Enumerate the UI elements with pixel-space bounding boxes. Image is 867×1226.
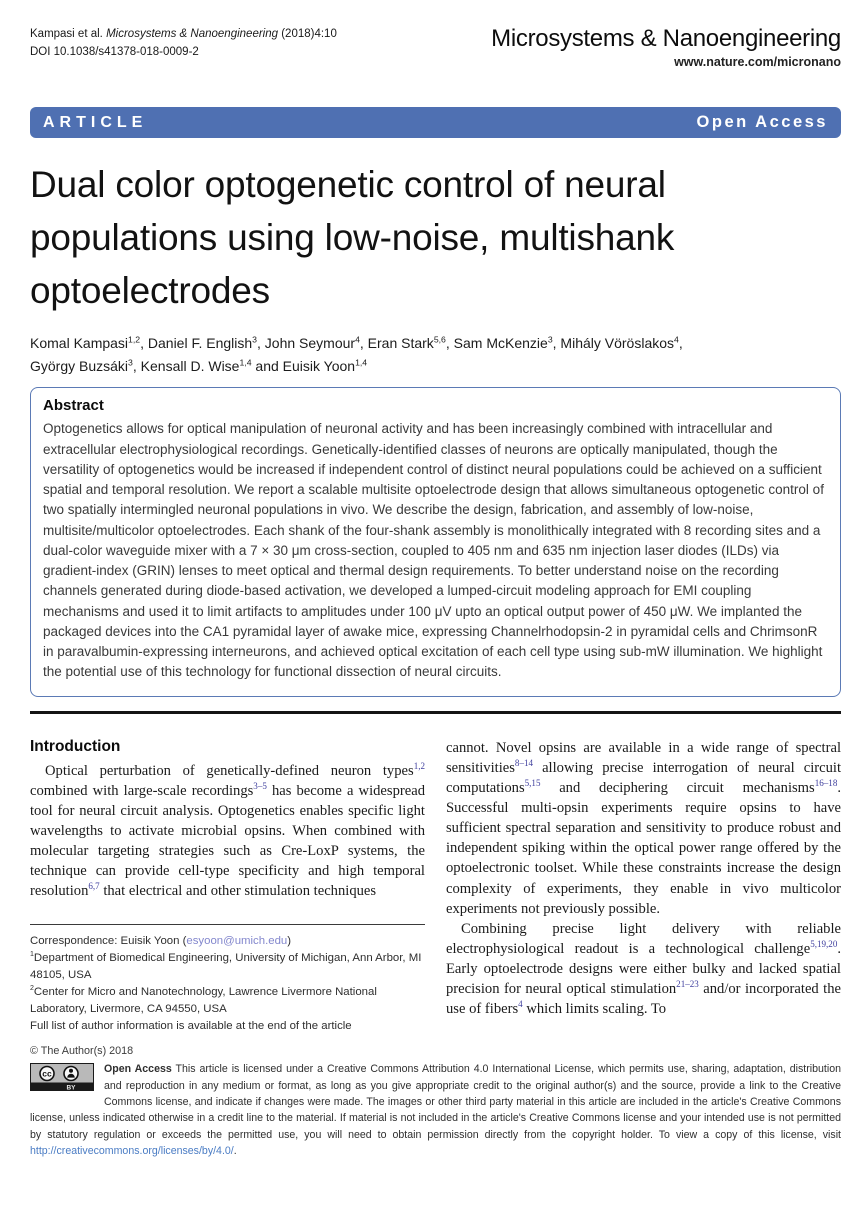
body-columns [30,738,841,1036]
reference-superscript[interactable]: 6,7 [88,881,100,892]
doi-line: DOI 10.1038/s41378-018-0009-2 [30,45,199,58]
citation-line: Kampasi et al. Microsystems & Nanoengineering (2018)4:10 [30,28,337,40]
reference-superscript[interactable]: 21–23 [676,979,699,990]
hyperlink[interactable]: http://creativecommons.org/licenses/by/4.0/ [30,1145,234,1158]
cc-by-badge [30,1063,94,1096]
reference-superscript[interactable]: 3–5 [253,780,267,791]
abstract-heading: Abstract [43,397,104,415]
left-column [30,738,425,1036]
journal-masthead [491,26,841,69]
introduction-paragraph-1-continued: cannot. Novel opsins are available in a wide range of spectral sensitivities$^{8-14}$ allowing precise interrogation of neural circuit computations$^{5,15}$ and deciphering circuit mechanisms$^{16-18}$. Successful multi-opsin experiments require opsins to have sufficient spectral separation and sensitivity to produce robust and independent spiking within the optical power range offered by the optoelectronic toolset. While these constraints increase the design complexity of experiments, they enable in vivo multicolor experiments not previously possible. [446,739,841,917]
reference-superscript[interactable]: 5,15 [524,778,541,789]
author-list [30,332,841,377]
abstract-text: Optogenetics allows for optical manipulation of neuronal activity and has been increasingly combined with intracellular and extracellular electrophysiological recordings. Genetically-identified classes of neurons are optically manipulated, though the versatility of optogenetics would be increased if independent control of distinct neural populations could be achieved on a sufficient spatial and temporal resolution. We report a scalable multisite optoelectrode design that allows simultaneous optogenetic control of two spatially intermingled neuronal populations in vivo. We describe the design, fabrication, and assembly of low-noise, multisite/multicolor optoelectrodes. Each shank of the four-shank assembly is monolithically integrated with 8 recording sites and a dual-color waveguide mixer with a 7 × 30 μm cross-section, coupled to 405 nm and 635 nm injection laser diodes (ILDs) via gradient-index (GRIN) lenses to meet optical and thermal design requirements. To better understand noise on the recording channels generated during diode-based activation, we developed a lumped-circuit modeling approach for EMI coupling mechanisms and used it to limit artifacts to amplitudes under 100 μV upto an optical output power of 450 μW. We implanted the packaged devices into the CA1 pyramidal layer of awake mice, expressing Channelrhodopsin-2 in pyramidal cells and ChrimsonR in paravalbumin-expressing interneurons, and achieved optical excitation of each cell type using sub-mW illumination. We highlight the potential use of this technology for functional dissection of neural circuits. [43,421,824,680]
right-column [446,738,841,1036]
open-access-label: Open Access [696,113,828,132]
abstract-box [30,387,841,696]
introduction-paragraph-1: Optical perturbation of genetically-defined neuron types$^{1,2}$ combined with large-scale recordings$^{3-5}$ has become a widespread tool for neural circuit analysis. Optogenetics enables specific light wavelengths to activate microbial opsins. When combined with molecular targeting strategies such as Cre-LoxP systems, the technique can provide cell-type specificity and high temporal resolution$^{6,7}$ that electrical and other stimulation techniques [30,760,426,900]
paper-title [30,159,841,318]
introduction-paragraph-2: Combining precise light delivery with reliable electrophysiological readout is a technological challenge$^{5,19,20}$. Early optoelectrode designs were either bulky and lacked spatial precision for neural optical stimulation$^{21-23}$ and/or incorporated the use of fibers$^4$ which limits scaling. To [446,920,842,1018]
introduction-heading: Introduction [30,737,121,755]
reference-superscript[interactable]: 5,19,20 [810,939,838,950]
license-section [30,1045,841,1159]
affiliation-1: $^1$Department of Biomedical Engineering, University of Michigan, Ann Arbor, MI 48105, USA [30,950,422,981]
reference-superscript[interactable]: 4 [518,999,523,1010]
svg-text:cc: cc [42,1068,52,1079]
reference-superscript[interactable]: 16–18 [814,778,838,789]
paper-title-line-1: Dual color optogenetic control of neural [30,164,666,206]
license-block [30,1061,841,1159]
reference-superscript[interactable]: 1,2 [413,760,425,771]
copyright-line: © The Author(s) 2018 [30,1045,134,1058]
journal-logo: Microsystems & Nanoengineering [491,25,841,52]
correspondence-line: Correspondence: Euisik Yoon (esyoon@umich.edu) [30,934,292,947]
article-type-label: ARTICLE [43,113,148,131]
article-type-banner [30,107,841,138]
journal-website: www.nature.com/micronano [674,55,841,70]
person-icon [64,1067,78,1081]
citation-block [30,26,337,62]
license-text: Open Access This article is licensed under a Creative Commons Attribution 4.0 International License, which permits use, sharing, adaptation, distribution and reproduction in any medium or format, as long as you give appropriate credit to the original author(s) and the source, provide a link to the Creative Commons license, and indicate if changes were made. The images or other third party material in this article are included in the article's Creative Commons license, unless indicated otherwise in a credit line to the material. If material is not included in the article's Creative Commons license and your intended use is not permitted by statutory regulation or exceeds the permitted use, you will need to obtain permission directly from the copyright holder. To view a copy of this license, visit http://creativecommons.org/licenses/by/4.0/. [30,1063,841,1158]
affiliation-2: $^2$Center for Micro and Nanotechnology, Lawrence Livermore National Laboratory, Livermore, CA 94550, USA [30,985,377,1016]
page-header [30,26,841,69]
section-divider [30,711,841,714]
badge-by-label: BY [66,1084,76,1092]
author-line-2: György Buzsáki$^3$, Kensall D. Wise$^{1,4}$ and Euisik Yoon$^{1,4}$ [30,357,368,374]
cc-by-badge-image [30,1063,94,1091]
hyperlink[interactable]: esyoon@umich.edu [186,934,288,947]
footnotes-block [30,924,425,1036]
reference-superscript[interactable]: 8–14 [514,757,534,768]
author-info-note: Full list of author information is available at the end of the article [30,1020,352,1033]
author-line-1: Komal Kampasi$^{1,2}$, Daniel F. English$^3$, John Seymour$^4$, Eran Stark$^{5,6}$, Sam McKenzie$^3$, Mihály Vöröslakos$^4$, [30,334,683,352]
paper-title-line-3: optoelectrodes [30,270,270,312]
cc-icon [40,1067,54,1081]
paper-title-line-2: populations using low-noise, multishank [30,217,675,259]
